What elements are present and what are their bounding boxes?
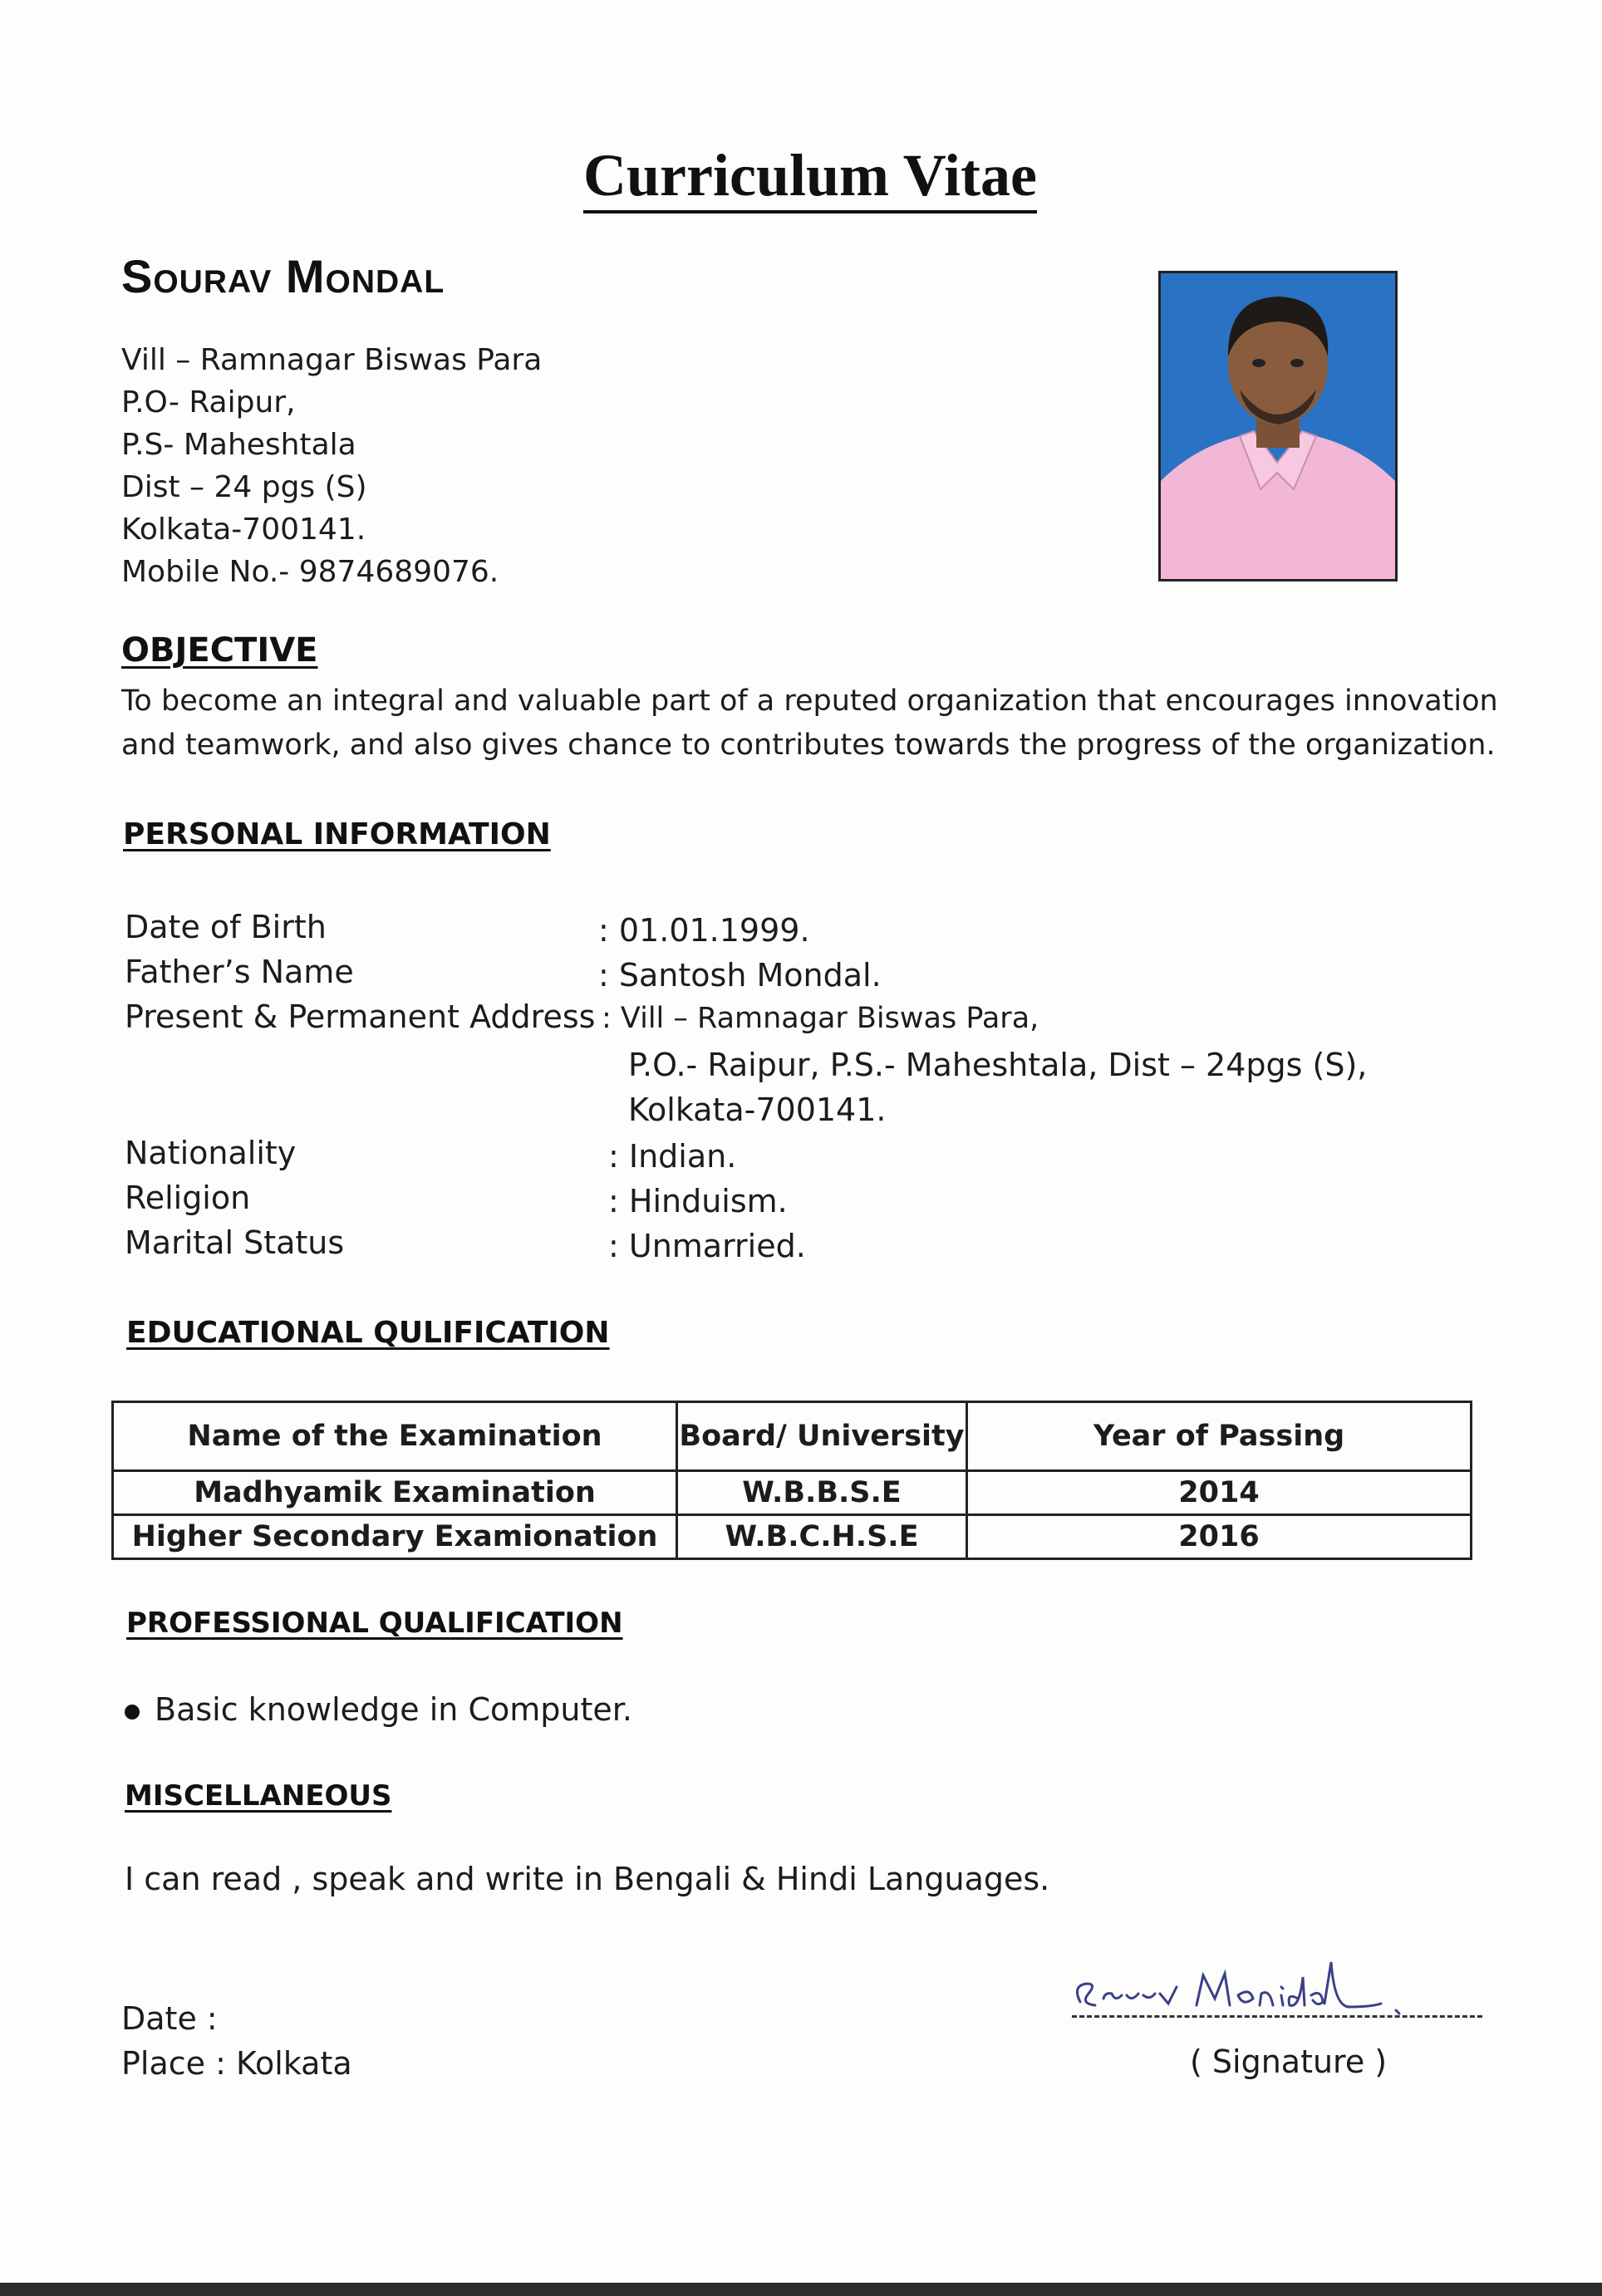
dob-label: Date of Birth bbox=[125, 909, 327, 945]
address-line: Dist – 24 pgs (S) bbox=[121, 470, 367, 504]
education-heading: EDUCATIONAL QULIFICATION bbox=[126, 1316, 610, 1350]
column-header: Year of Passing bbox=[967, 1402, 1472, 1471]
education-table bbox=[111, 1401, 1472, 1560]
handwritten-signature bbox=[1072, 1944, 1421, 2019]
personal-info-heading: PERSONAL INFORMATION bbox=[123, 817, 551, 851]
marital-status-label: Marital Status bbox=[125, 1224, 345, 1261]
document-title: Curriculum Vitae bbox=[0, 141, 1602, 210]
address-label: Present & Permanent Address bbox=[125, 998, 596, 1035]
address-line: Kolkata-700141. bbox=[121, 513, 366, 547]
address-line: P.O- Raipur, bbox=[121, 385, 296, 419]
bullet-icon bbox=[125, 1705, 140, 1720]
professional-heading: PROFESSIONAL QUALIFICATION bbox=[126, 1607, 623, 1640]
table-cell: Higher Secondary Examionation bbox=[113, 1515, 677, 1559]
misc-heading: MISCELLANEOUS bbox=[125, 1779, 392, 1813]
signature-line bbox=[1072, 2015, 1482, 2018]
table-header-row bbox=[113, 1402, 1472, 1471]
table-cell: Madhyamik Examination bbox=[113, 1471, 677, 1515]
dob-value: : 01.01.1999. bbox=[598, 912, 810, 949]
table-cell: 2014 bbox=[967, 1471, 1472, 1515]
address-line: Vill – Ramnagar Biswas Para bbox=[121, 343, 543, 377]
scan-edge bbox=[0, 2283, 1602, 2296]
nationality-label: Nationality bbox=[125, 1135, 297, 1171]
marital-status-value: : Unmarried. bbox=[608, 1228, 806, 1264]
father-name-value: : Santosh Mondal. bbox=[598, 957, 882, 993]
table-cell: W.B.C.H.S.E bbox=[677, 1515, 967, 1559]
objective-heading: OBJECTIVE bbox=[121, 631, 318, 670]
table-cell: W.B.B.S.E bbox=[677, 1471, 967, 1515]
candidate-name: Sourav Mondal bbox=[121, 250, 445, 302]
column-header: Board/ University bbox=[677, 1402, 967, 1471]
professional-item bbox=[125, 1691, 632, 1728]
profile-photo bbox=[1158, 271, 1398, 581]
date-field: Date : bbox=[121, 2000, 218, 2037]
objective-text: To become an integral and valuable part of a reputed organization that encourages innovation and teamwork, and also gives chance to contributes towards the progress of the organization. bbox=[121, 684, 1498, 762]
column-header: Name of the Examination bbox=[113, 1402, 677, 1471]
place-field: Place : Kolkata bbox=[121, 2045, 352, 2082]
father-name-label: Father’s Name bbox=[125, 954, 354, 990]
contact-address bbox=[121, 339, 542, 593]
table-cell: 2016 bbox=[967, 1515, 1472, 1559]
mobile-number: Mobile No.- 9874689076. bbox=[121, 555, 499, 589]
address-value-line-3: Kolkata-700141. bbox=[628, 1092, 887, 1128]
table-row bbox=[113, 1515, 1472, 1559]
address-value-line-2: P.O.- Raipur, P.S.- Maheshtala, Dist – 24pgs (S), bbox=[628, 1047, 1368, 1083]
misc-text: I can read , speak and write in Bengali & Hindi Languages. bbox=[125, 1861, 1050, 1897]
professional-item-text: Basic knowledge in Computer. bbox=[155, 1691, 632, 1728]
nationality-value: : Indian. bbox=[608, 1138, 737, 1175]
religion-value: : Hinduism. bbox=[608, 1183, 788, 1219]
table-row bbox=[113, 1471, 1472, 1515]
religion-label: Religion bbox=[125, 1180, 251, 1216]
address-value-line-1: : Vill – Ramnagar Biswas Para, bbox=[602, 1002, 1039, 1035]
address-line: P.S- Maheshtala bbox=[121, 428, 356, 462]
signature-label: ( Signature ) bbox=[1190, 2043, 1388, 2080]
